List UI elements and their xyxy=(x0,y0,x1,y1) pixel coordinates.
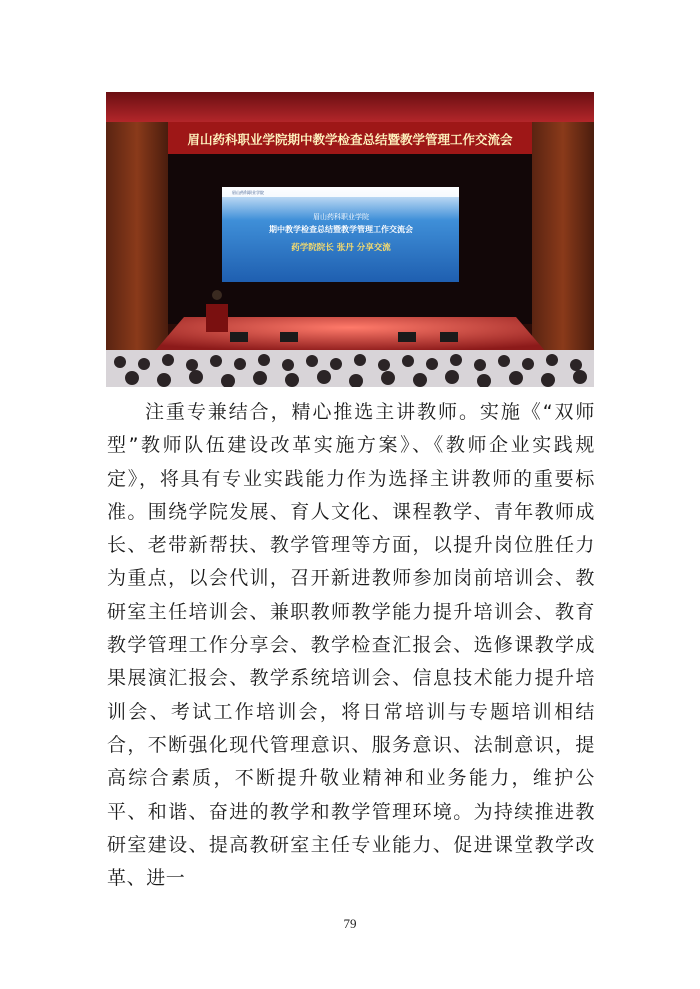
podium xyxy=(206,304,228,332)
screen-line1: 眉山药科职业学院 xyxy=(313,213,369,221)
screen-line3: 药学院院长 张丹 分享交流 xyxy=(291,243,391,253)
conference-photo xyxy=(106,92,594,387)
page-number: 79 xyxy=(343,916,357,931)
body-paragraph: 注重专兼结合，精心推选主讲教师。实施《“双师型”教师队伍建设改革实施方案》、《教师企业实践规定》，将具有专业实践能力作为选择主讲教师的重要标准。围绕学院发展、育人文化、课程教学、青年教师成长、老带新帮扶、教学管理等方面，以提升岗位胜任力为重点，以会代训，召开新进教师参加岗前培训会、教研室主任培训会、兼职教师教学能力提升培训会、教育教学管理工作分享会、教学检查汇报会、选修课教学成果展演汇报会、教学系统培训会、信息技术能力提升培训会、考试工作培训会，将日常培训与专题培训相结合，不断强化现代管理意识、服务意识、法制意识，提高综合素质，不断提升敬业精神和业务能力，维护公平、和谐、奋进的教学和教学管理环境。为持续推进教研室建设、提高教研室主任专业能力、促进课堂教学改革、进一 xyxy=(107,401,595,890)
banner-text: 眉山药科职业学院期中教学检查总结暨教学管理工作交流会 xyxy=(187,132,513,147)
screen-logo-text: 眉山药科职业学院 xyxy=(232,190,264,195)
screen-line2: 期中教学检查总结暨教学管理工作交流会 xyxy=(269,225,413,234)
